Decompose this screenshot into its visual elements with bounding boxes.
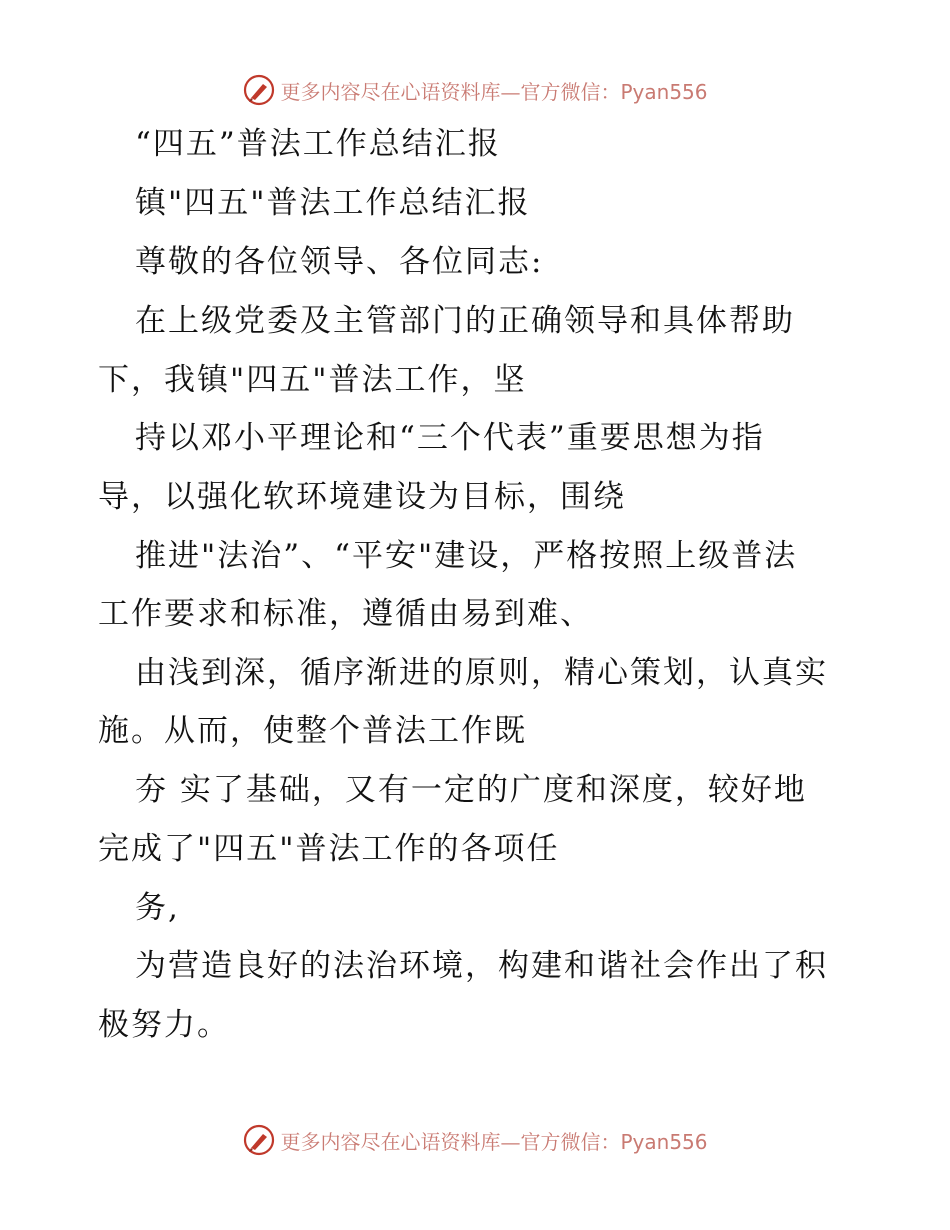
body-line: 工作要求和标准，遵循由易到难、 [98, 596, 593, 632]
body-line: 务, [135, 890, 180, 926]
watermark-text: 更多内容尽在心语资料库—官方微信：Pyan556 [280, 79, 708, 104]
wechat-id: Pyan556 [620, 1129, 708, 1154]
wechat-id: Pyan556 [620, 79, 708, 104]
body-line: 由浅到深，循序渐进的原则，精心策划，认真实 [135, 655, 828, 691]
body-line: 施。从而，使整个普法工作既 [98, 713, 527, 749]
body-line: 夯 实了基础，又有一定的广度和深度，较好地 [135, 772, 807, 808]
salutation: 尊敬的各位领导、各位同志: [135, 244, 544, 280]
footer-watermark-banner [0, 1120, 950, 1160]
body-line: 为营造良好的法治环境，构建和谐社会作出了积 [135, 948, 828, 984]
pen-logo-icon [242, 73, 276, 107]
body-line: 导，以强化软环境建设为目标，围绕 [98, 479, 626, 515]
body-line: 持以邓小平理论和“三个代表”重要思想为指 [135, 420, 765, 456]
pen-logo-icon [242, 1123, 276, 1157]
header-watermark-banner [0, 70, 950, 110]
body-line: 极努力。 [98, 1007, 230, 1043]
watermark-text: 更多内容尽在心语资料库—官方微信：Pyan556 [280, 1129, 708, 1154]
body-line: 推进"法治”、“平安"建设，严格按照上级普法 [135, 538, 798, 574]
document-title: “四五”普法工作总结汇报 [135, 126, 501, 162]
body-line: 完成了"四五"普法工作的各项任 [98, 831, 560, 867]
body-line: 下，我镇"四五"普法工作，坚 [98, 362, 527, 398]
body-line: 在上级党委及主管部门的正确领导和具体帮助 [135, 303, 795, 339]
document-subtitle: 镇"四五"普法工作总结汇报 [135, 185, 531, 221]
